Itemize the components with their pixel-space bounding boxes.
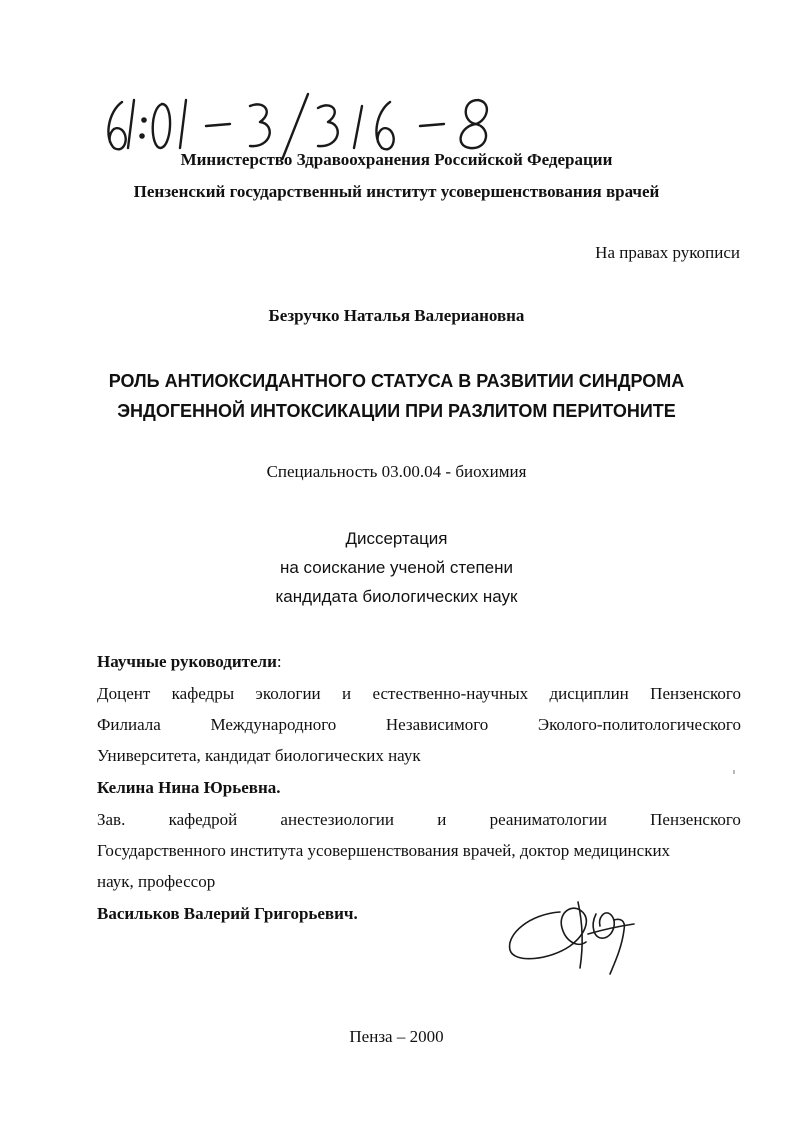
word: кафедрой	[168, 810, 238, 829]
word: и	[342, 684, 352, 703]
word: кафедры	[171, 684, 235, 703]
word: Пензенского	[650, 810, 741, 829]
word: реаниматологии	[489, 810, 607, 829]
word: Эколого-политологического	[537, 715, 741, 734]
word: экологии	[255, 684, 321, 703]
dissertation-line-3: кандидата биологических наук	[275, 587, 518, 606]
dissertation-title	[60, 366, 733, 426]
ministry-name: Министерство Здравоохранения Российской Федерации	[180, 150, 613, 169]
scan-mark	[733, 770, 735, 774]
second-supervisor-line-1	[97, 804, 741, 835]
manuscript-rights-note: На правах рукописи	[595, 243, 740, 262]
second-supervisor-line-3: наук, профессор	[97, 872, 216, 891]
second-supervisor-name: Васильков Валерий Григорьевич.	[97, 904, 358, 923]
institute-name: Пензенский государственный институт усовершенствования врачей	[133, 182, 660, 201]
word: Независимого	[385, 715, 489, 734]
word: и	[437, 810, 447, 829]
specialty-line: Специальность 03.00.04 - биохимия	[266, 462, 527, 481]
first-supervisor-description	[97, 678, 741, 771]
supervisors-heading-colon: :	[276, 652, 282, 671]
dissertation-line-1: Диссертация	[345, 529, 448, 548]
city-and-year: Пенза – 2000	[349, 1027, 444, 1046]
word: Зав.	[97, 810, 126, 829]
dissertation-line-2: на соискание ученой степени	[279, 558, 513, 577]
supervisors-heading	[97, 652, 282, 672]
word: Филиала	[97, 715, 161, 734]
word: дисциплин	[549, 684, 629, 703]
first-supervisor-line-1	[97, 678, 741, 709]
word: естественно-научных	[372, 684, 529, 703]
author-name: Безручко Наталья Валериановна	[268, 306, 525, 325]
title-line-2: ЭНДОГЕННОЙ ИНТОКСИКАЦИИ ПРИ РАЗЛИТОМ ПЕРИТОНИТЕ	[117, 401, 676, 421]
word: Международного	[210, 715, 337, 734]
dissertation-degree-block	[0, 524, 793, 611]
second-supervisor-line-2: Государственного института усовершенствования врачей, доктор медицинских	[97, 841, 671, 860]
second-supervisor-description	[97, 804, 741, 897]
first-supervisor-name: Келина Нина Юрьевна.	[97, 778, 281, 797]
word: Пензенского	[650, 684, 741, 703]
first-supervisor-line-2	[97, 709, 741, 740]
word: Доцент	[97, 684, 151, 703]
word: анестезиологии	[280, 810, 395, 829]
signature-icon	[500, 890, 640, 980]
title-line-1: РОЛЬ АНТИОКСИДАНТНОГО СТАТУСА В РАЗВИТИИ СИНДРОМА	[108, 371, 685, 391]
supervisors-heading-text: Научные руководители	[97, 652, 277, 671]
first-supervisor-line-3: Университета, кандидат биологических наук	[97, 746, 421, 765]
